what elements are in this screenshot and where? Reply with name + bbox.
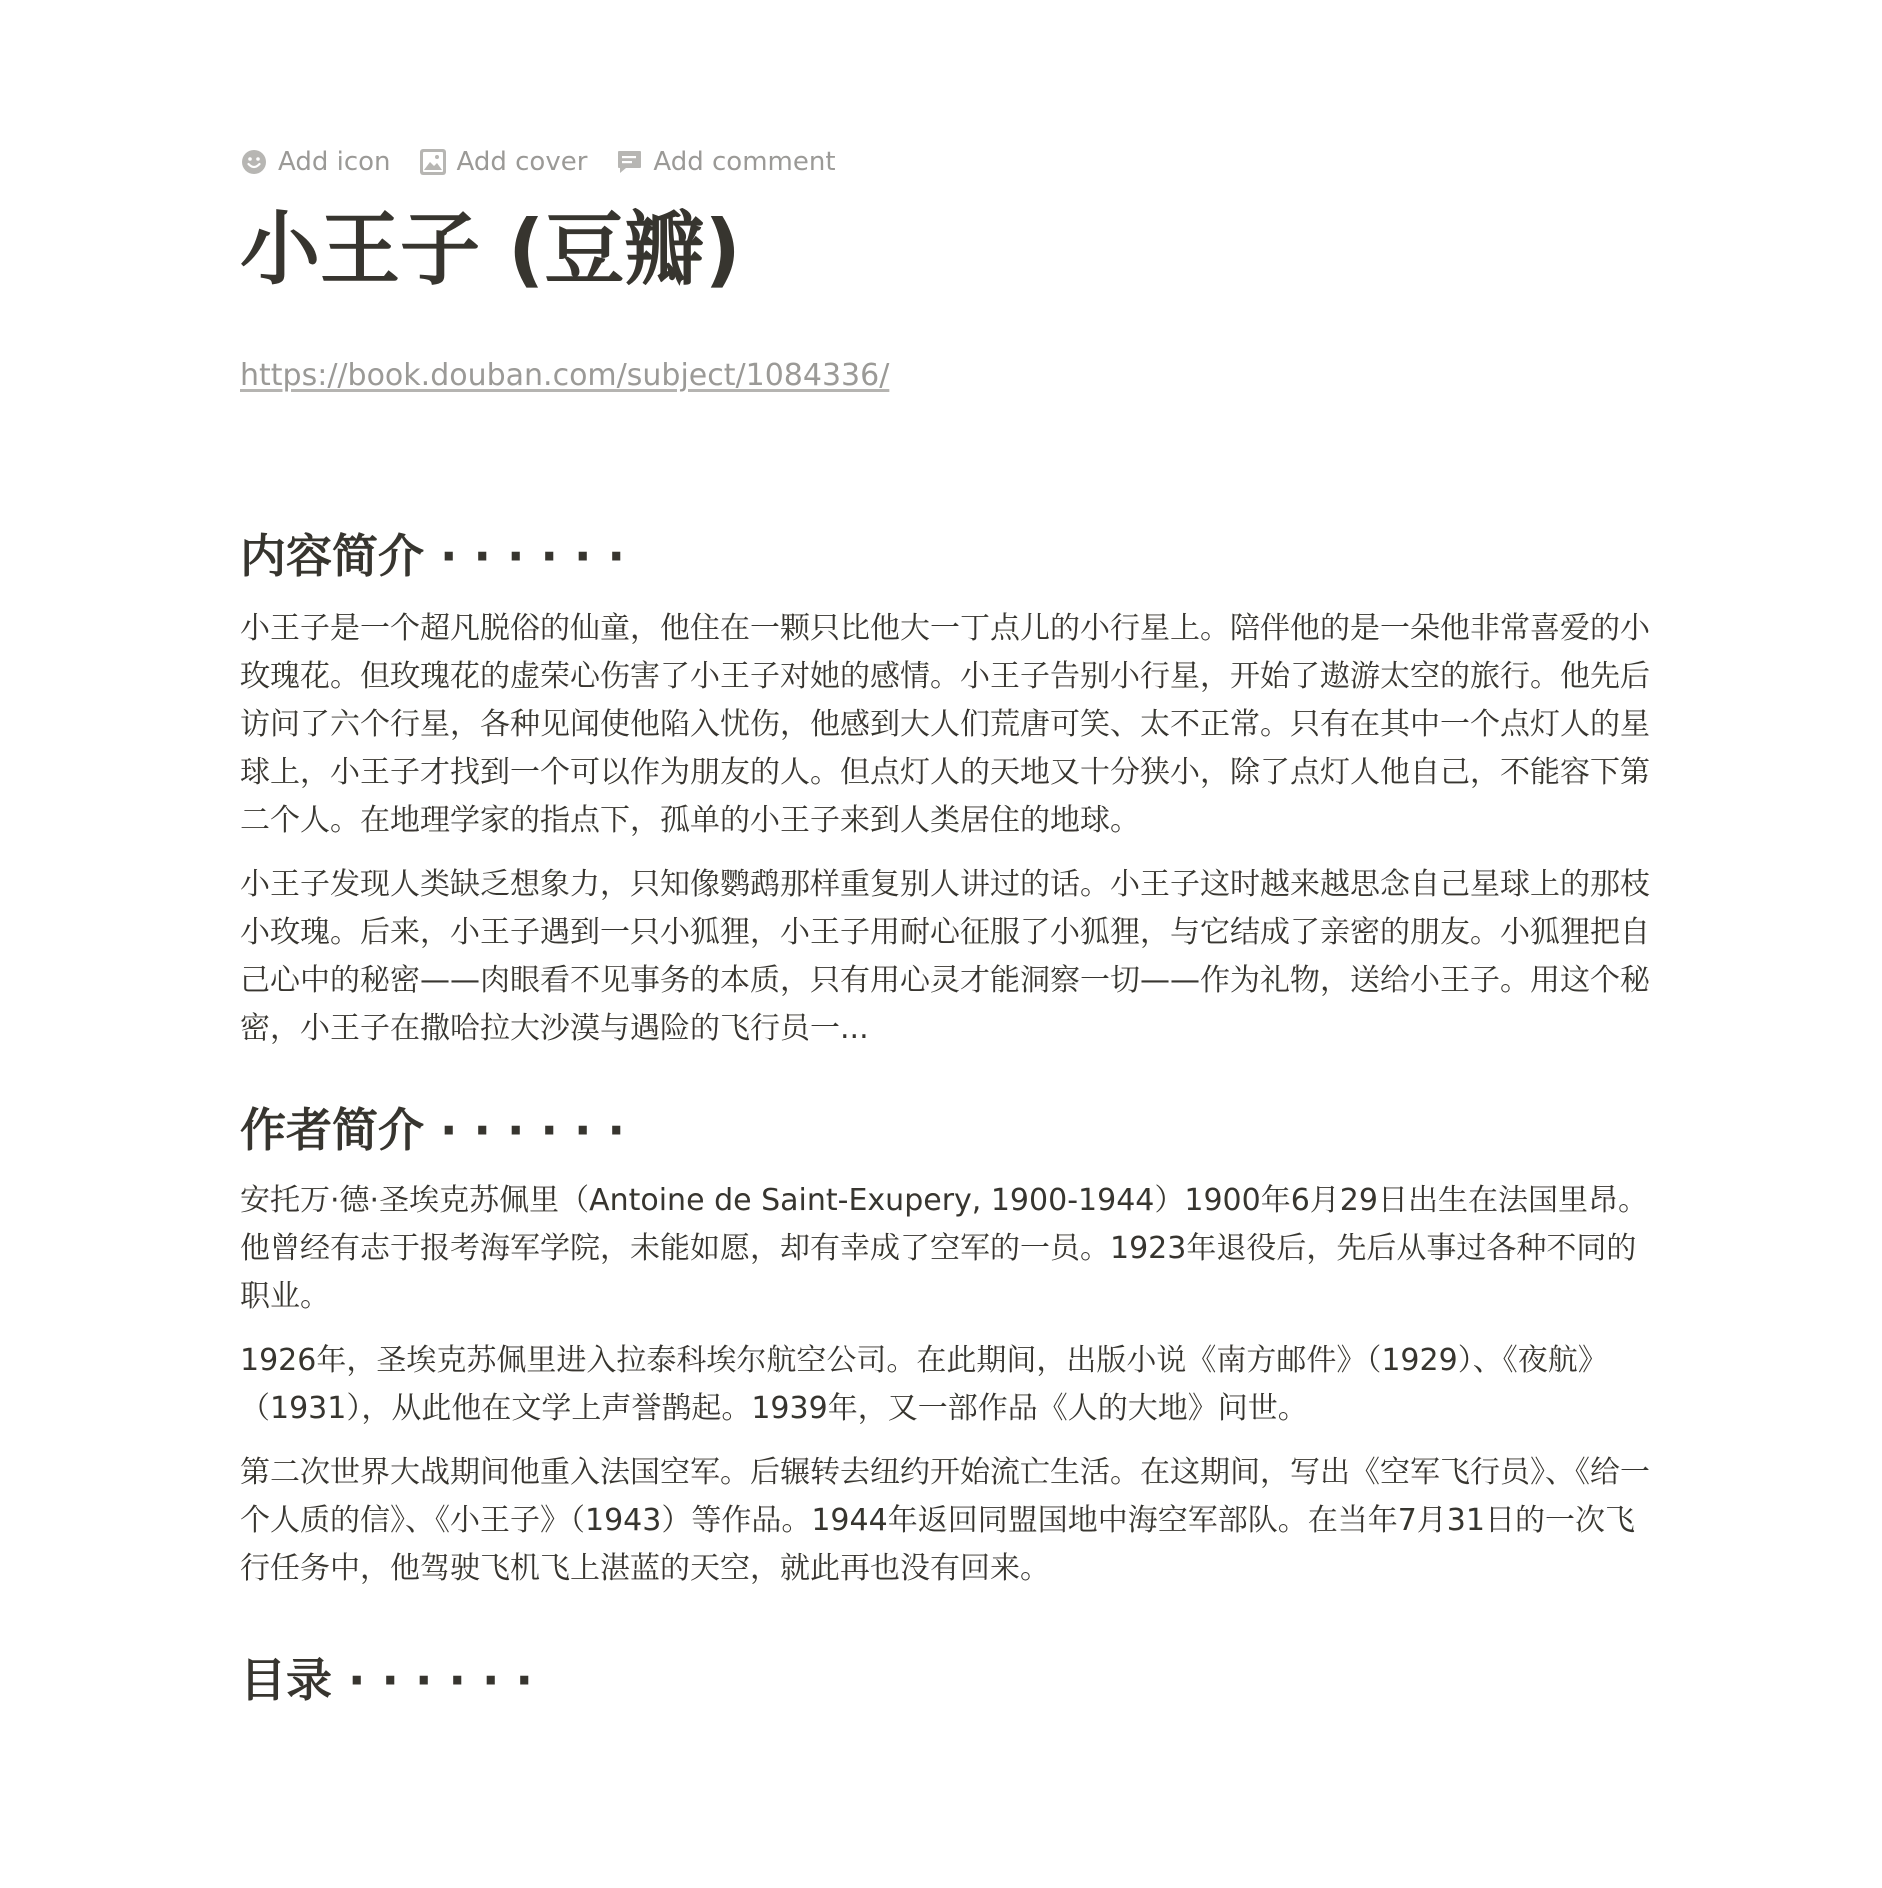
page-controls (240, 140, 1660, 184)
comment-icon (615, 148, 643, 176)
author-paragraph: 安托万·德·圣埃克苏佩里（Antoine de Saint-Exupery, 1900-1944）1900年6月29日出生在法国里昂。他曾经有志于报考海军学院，未能如愿，却有幸成了空军的一员。1923年退役后，先后从事过各种不同的职业。 (240, 1182, 1648, 1314)
author-paragraph: 第二次世界大战期间他重入法国空军。后辗转去纽约开始流亡生活。在这期间，写出《空军飞行员》、《给一个人质的信》、《小王子》（1943）等作品。1944年返回同盟国地中海空军部队。在当年7月31日的一次飞行任务中，他驾驶飞机飞上湛蓝的天空，就此再也没有回来。 (240, 1454, 1650, 1586)
add-cover-label: Add cover (456, 147, 588, 177)
page-content (240, 140, 1660, 1710)
add-comment-button[interactable] (615, 147, 835, 177)
image-icon (419, 148, 447, 176)
section-heading-author: 作者简介 · · · · · · (240, 1102, 625, 1157)
url-block (240, 356, 1660, 395)
add-cover-button[interactable] (419, 147, 588, 177)
source-link[interactable]: https://book.douban.com/subject/1084336/ (240, 358, 890, 393)
add-icon-label: Add icon (278, 147, 391, 177)
smiley-icon (240, 148, 268, 176)
content-paragraph: 小王子发现人类缺乏想象力，只知像鹦鹉那样重复别人讲过的话。小王子这时越来越思念自己星球上的那枝小玫瑰。后来，小王子遇到一只小狐狸，小王子用耐心征服了小狐狸，与它结成了亲密的朋友。小狐狸把自己心中的秘密——肉眼看不见事务的本质，只有用心灵才能洞察一切——作为礼物，送给小王子。用这个秘密，小王子在撒哈拉大沙漠与遇险的飞行员一... (240, 866, 1650, 1046)
add-icon-button[interactable] (240, 147, 391, 177)
add-comment-label: Add comment (653, 147, 836, 177)
page-title[interactable]: 小王子 (豆瓣) (240, 203, 741, 296)
section-heading-content: 内容简介 · · · · · · (240, 529, 625, 583)
section-heading-toc: 目录 · · · · · · (240, 1652, 533, 1707)
author-paragraph: 1926年，圣埃克苏佩里进入拉泰科埃尔航空公司。在此期间，出版小说《南方邮件》（1929）、《夜航》（1931），从此他在文学上声誉鹊起。1939年，又一部作品《人的大地》问世。 (240, 1342, 1608, 1426)
content-paragraph: 小王子是一个超凡脱俗的仙童，他住在一颗只比他大一丁点儿的小行星上。陪伴他的是一朵他非常喜爱的小玫瑰花。但玫瑰花的虚荣心伤害了小王子对她的感情。小王子告别小行星，开始了遨游太空的旅行。他先后访问了六个行星，各种见闻使他陷入忧伤，他感到大人们荒唐可笑、太不正常。只有在其中一个点灯人的星球上，小王子才找到一个可以作为朋友的人。但点灯人的天地又十分狭小，除了点灯人他自己，不能容下第二个人。在地理学家的指点下，孤单的小王子来到人类居住的地球。 (240, 610, 1650, 838)
